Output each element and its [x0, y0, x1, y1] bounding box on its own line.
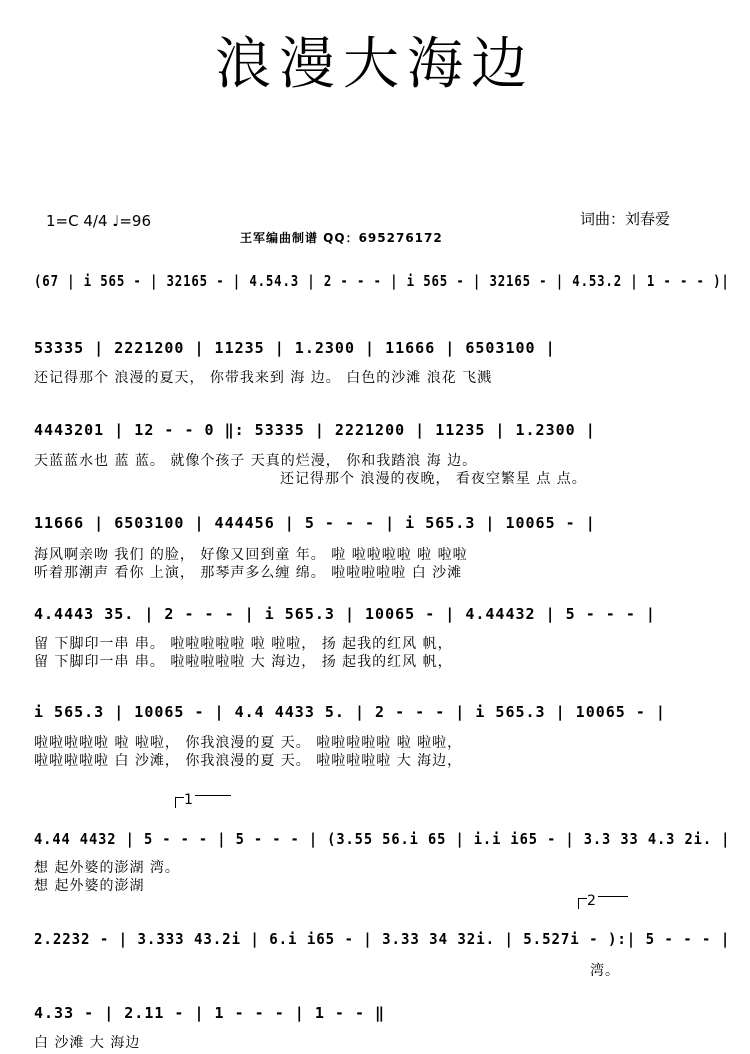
- lyric-line: 啦啦啦啦啦 啦 啦啦， 你我浪漫的夏 天。 啦啦啦啦啦 啦 啦啦，: [34, 735, 463, 751]
- lyric-line: 留 下脚印一串 串。 啦啦啦啦啦 大 海边， 扬 起我的红风 帆，: [34, 654, 453, 670]
- lyric-line: 啦啦啦啦啦 白 沙滩， 你我浪漫的夏 天。 啦啦啦啦啦 大 海边，: [34, 753, 463, 769]
- song-title: 浪漫大海边: [215, 32, 535, 97]
- volta-bracket-2: [578, 893, 628, 909]
- notation-row-6: 4.44 4432 | 5 - - - | 5 - - - | (3.55 56.i 65 | i.i i65 - | 3.3 33 4.3 2i. |: [34, 830, 731, 848]
- lyric-line: 想 起外婆的澎湖: [34, 878, 145, 894]
- lyric-line: 想 起外婆的澎湖 湾。: [34, 860, 180, 876]
- volta-number: 2: [587, 893, 596, 909]
- notation-row-8: 4.33 - | 2.11 - | 1 - - - | 1 - - ‖: [34, 1004, 386, 1022]
- producer-credit: 王军编曲制谱 QQ：695276172: [240, 231, 443, 245]
- volta-bracket-1: [175, 792, 231, 808]
- lyric-line: 留 下脚印一串 串。 啦啦啦啦啦 啦 啦啦， 扬 起我的红风 帆，: [34, 636, 453, 652]
- notation-row-7: 2.2232 - | 3.333 43.2i | 6.i i65 - | 3.33 34 32i. | 5.527i - ):| 5 - - - |: [34, 930, 731, 948]
- notation-row-1: 53335 | 2221200 | 11235 | 1.2300 | 11666 | 6503100 |: [34, 339, 556, 357]
- volta-number: 1: [184, 792, 193, 808]
- lyric-line: 白 沙滩 大 海边: [34, 1035, 141, 1051]
- lyric-line: 听着那潮声 看你 上演， 那琴声多么缠 绵。 啦啦啦啦啦 白 沙滩: [34, 565, 463, 581]
- lyric-line: 湾。: [590, 963, 620, 979]
- notation-row-3: 11666 | 6503100 | 444456 | 5 - - - | i 565.3 | 10065 - |: [34, 514, 596, 532]
- notation-row-intro: (67 | i 565 - | 32165 - | 4.54.3 | 2 - - - | i 565 - | 32165 - | 4.53.2 | 1 - - - )|: [34, 272, 730, 290]
- notation-row-2: 4443201 | 12 - - 0 ‖: 53335 | 2221200 | 11235 | 1.2300 |: [34, 421, 596, 439]
- notation-row-4: 4.4443 35. | 2 - - - | i 565.3 | 10065 - | 4.44432 | 5 - - - |: [34, 605, 656, 623]
- composer-credit: 词曲：刘春爱: [580, 210, 671, 228]
- key-signature-tempo: 1=C 4/4 ♩=96: [46, 212, 151, 230]
- lyric-line: 天蓝蓝水也 蓝 蓝。 就像个孩子 天真的烂漫， 你和我踏浪 海 边。: [34, 453, 478, 469]
- lyric-line: 还记得那个 浪漫的夏天， 你带我来到 海 边。 白色的沙滩 浪花 飞溅: [34, 370, 493, 386]
- notation-row-5: i 565.3 | 10065 - | 4.4 4433 5. | 2 - - - | i 565.3 | 10065 - |: [34, 703, 666, 721]
- lyric-line: 海风啊亲吻 我们 的脸， 好像又回到童 年。 啦 啦啦啦啦 啦 啦啦: [34, 547, 468, 563]
- lyric-line: 还记得那个 浪漫的夜晚， 看夜空繁星 点 点。: [280, 471, 587, 487]
